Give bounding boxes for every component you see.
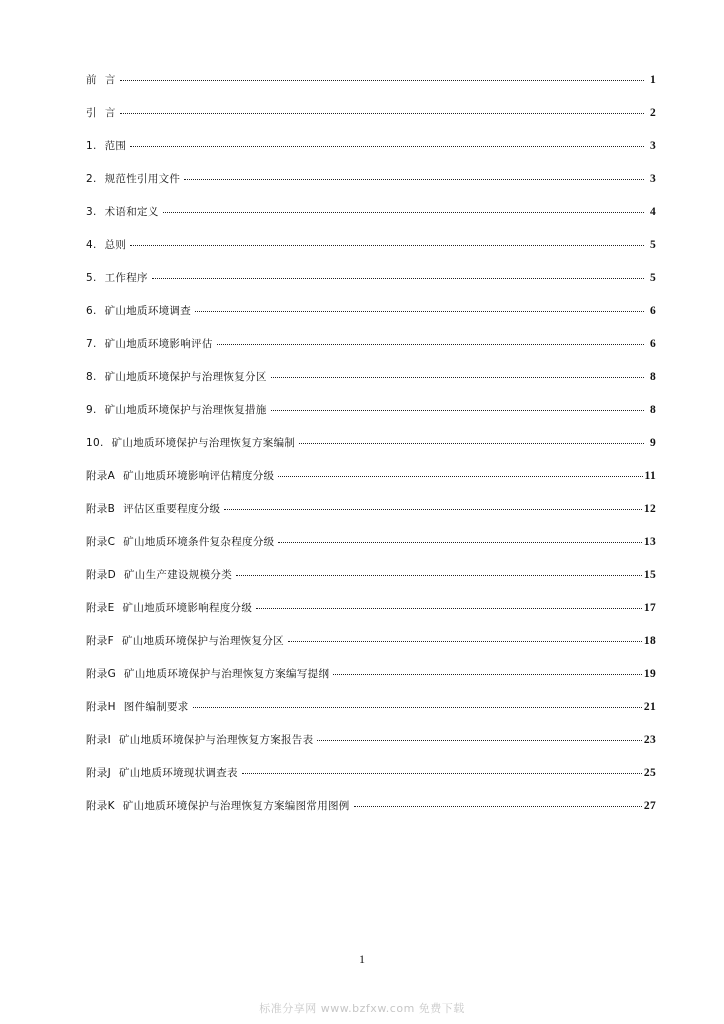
toc-entry-number: 附录E [86,602,115,614]
page-number: 1 [359,952,365,966]
toc-entry-page: 3 [649,140,656,152]
toc-entry[interactable] [86,138,656,171]
toc-entry-label [86,369,267,384]
toc-entry-title: 矿山地质环境影响评估 [104,338,213,350]
toc-entry-page: 13 [643,536,656,548]
dot-leader [163,212,644,213]
toc-entry-page: 5 [649,272,656,284]
toc-entry[interactable] [86,237,656,270]
toc-entry-page: 23 [643,734,656,746]
toc-entry-label [86,666,329,681]
dot-leader [120,113,644,114]
toc-entry-page: 8 [649,371,656,383]
dot-leader [242,773,642,774]
toc-entry-number: 附录J [86,767,111,779]
toc-entry-label [86,468,274,483]
dot-leader [217,344,644,345]
toc-entry-title: 评估区重要程度分级 [123,503,221,515]
toc-entry-number: 10. [86,437,104,449]
toc-entry-title: 范围 [104,140,127,152]
toc-entry-page: 9 [649,437,656,449]
toc-entry-title: 工作程序 [104,272,148,284]
dot-leader [354,806,642,807]
toc-entry-number: 引 [86,107,97,119]
toc-entry-title: 矿山地质环境保护与治理恢复方案编制 [111,437,296,449]
toc-entry-number: 3. [86,206,97,218]
dot-leader [278,542,641,543]
toc-entry-page: 6 [649,338,656,350]
toc-entry-page: 15 [643,569,656,581]
toc-entry-number: 附录B [86,503,116,515]
toc-entry-number: 1. [86,140,97,152]
toc-entry[interactable] [86,171,656,204]
watermark: 标准分享网 www.bzfxw.com 免费下载 [259,1002,465,1015]
toc-entry[interactable] [86,204,656,237]
toc-entry-label [86,633,284,648]
toc-entry-label [86,699,189,714]
toc-entry-page: 17 [643,602,656,614]
dot-leader [288,641,642,642]
toc-entry-title: 术语和定义 [104,206,159,218]
dot-leader [236,575,642,576]
toc-entry-page: 21 [643,701,656,713]
dot-leader [333,674,642,675]
toc-entry-number: 附录K [86,800,115,812]
toc-entry-label [86,435,295,450]
toc-entry-label [86,567,232,582]
toc-entry-number: 8. [86,371,97,383]
toc-entry-title: 矿山地质环境保护与治理恢复分区 [104,371,267,383]
toc-entry-title: 矿山地质环境保护与治理恢复方案编写提纲 [124,668,330,680]
toc-entry-number: 附录D [86,569,116,581]
toc-entry[interactable] [86,105,656,138]
toc-entry-label [86,105,116,120]
toc-entry-title: 矿山地质环境现状调查表 [119,767,238,779]
toc-entry-page: 18 [643,635,656,647]
toc-entry-title: 矿山地质环境条件复杂程度分级 [123,536,275,548]
toc-entry-title: 矿山地质环境影响程度分级 [122,602,253,614]
dot-leader [130,245,644,246]
toc-entry-title: 图件编制要求 [123,701,189,713]
toc-entry-number: 附录A [86,470,116,482]
toc-entry-title: 矿山地质环境影响评估精度分级 [123,470,275,482]
toc-entry[interactable] [86,534,656,567]
toc-entry-page: 2 [649,107,656,119]
toc-entry[interactable] [86,666,656,699]
dot-leader [193,707,642,708]
toc-entry-page: 25 [643,767,656,779]
toc-entry-title: 矿山生产建设规模分类 [124,569,232,581]
toc-entry[interactable] [86,303,656,336]
toc-entry[interactable] [86,369,656,402]
toc-entry-number: 附录C [86,536,116,548]
toc-entry-label [86,798,350,813]
toc-entry-label [86,171,180,186]
toc-entry-number: 2. [86,173,97,185]
toc-entry[interactable] [86,468,656,501]
toc-entry-number: 5. [86,272,97,284]
toc-entry[interactable] [86,402,656,435]
toc-entry-label [86,72,116,87]
dot-leader [195,311,644,312]
toc-entry[interactable] [86,435,656,468]
toc-entry[interactable] [86,501,656,534]
toc-entry-number: 附录G [86,668,117,680]
dot-leader [271,377,644,378]
toc-entry-label [86,204,159,219]
toc-entry-title: 矿山地质环境保护与治理恢复方案报告表 [119,734,314,746]
toc-entry[interactable] [86,732,656,765]
toc-entry-title: 总则 [104,239,127,251]
toc-entry[interactable] [86,765,656,798]
toc-entry-title: 矿山地质环境调查 [104,305,192,317]
toc-entry[interactable] [86,567,656,600]
dot-leader [256,608,642,609]
toc-entry-label [86,303,191,318]
toc-entry-label [86,765,238,780]
toc-entry-number: 9. [86,404,97,416]
dot-leader [278,476,642,477]
toc-entry[interactable] [86,72,656,105]
toc-entry-page: 11 [644,470,656,482]
dot-leader [184,179,644,180]
dot-leader [130,146,644,147]
toc-entry[interactable] [86,270,656,303]
toc-entry-label [86,402,267,417]
toc-entry-title: 矿山地质环境保护与治理恢复措施 [104,404,267,416]
toc-entry-number: 4. [86,239,97,251]
toc-entry-page: 8 [649,404,656,416]
dot-leader [152,278,644,279]
toc-entry[interactable] [86,600,656,633]
toc-entry-label [86,270,148,285]
table-of-contents [86,72,656,831]
toc-entry-label [86,138,126,153]
toc-entry-label [86,534,274,549]
dot-leader [317,740,641,741]
toc-entry-page: 6 [649,305,656,317]
toc-entry-title: 矿山地质环境保护与治理恢复方案编图常用图例 [122,800,350,812]
toc-entry-number: 附录F [86,635,114,647]
toc-entry-label [86,336,213,351]
toc-entry-number: 附录H [86,701,116,713]
toc-entry-title: 规范性引用文件 [104,173,181,185]
toc-entry-page: 3 [649,173,656,185]
toc-entry-title: 矿山地质环境保护与治理恢复分区 [121,635,284,647]
dot-leader [271,410,644,411]
toc-entry[interactable] [86,336,656,369]
toc-entry-label [86,237,126,252]
toc-entry[interactable] [86,633,656,666]
toc-entry-number: 附录I [86,734,111,746]
dot-leader [299,443,644,444]
toc-entry-page: 4 [649,206,656,218]
toc-entry-label [86,501,220,516]
toc-entry-page: 1 [649,74,656,86]
toc-entry-number: 7. [86,338,97,350]
toc-entry-page: 12 [643,503,656,515]
toc-entry-title: 言 [104,74,116,86]
toc-entry-page: 19 [643,668,656,680]
toc-entry-label [86,600,252,615]
toc-entry-page: 27 [643,800,656,812]
toc-entry[interactable] [86,798,656,831]
toc-entry-title: 言 [104,107,116,119]
toc-entry[interactable] [86,699,656,732]
dot-leader [120,80,644,81]
toc-entry-number: 6. [86,305,97,317]
toc-entry-number: 前 [86,74,97,86]
toc-entry-label [86,732,313,747]
toc-entry-page: 5 [649,239,656,251]
dot-leader [224,509,642,510]
